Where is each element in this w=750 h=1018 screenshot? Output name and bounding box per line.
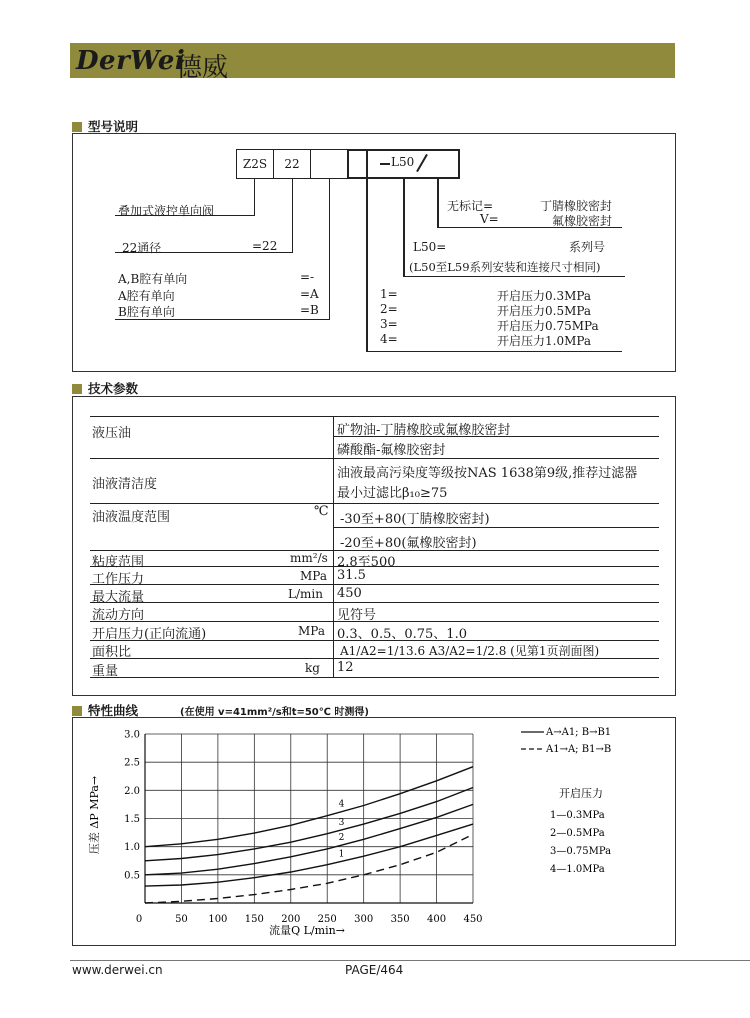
chart-legend	[521, 727, 611, 875]
legend-item: 4—1.0MPa	[550, 864, 605, 875]
series-line	[145, 788, 473, 861]
code-cell-z2s: Z2S	[236, 149, 274, 179]
tech-label-weight: 重量	[92, 664, 119, 679]
y-tick-label: 1.0	[124, 842, 140, 854]
x-tick-label: 100	[208, 914, 228, 925]
tech-value-fluid-1: 矿物油-丁腈橡胶或氟橡胶密封	[337, 423, 511, 438]
tech-value-cracking: 0.3、0.5、0.75、1.0	[337, 627, 467, 642]
code-divider	[366, 151, 368, 177]
tech-value-viscosity: 2.8至500	[337, 555, 396, 570]
chart-series	[145, 767, 473, 903]
code-size: =22	[252, 239, 278, 253]
series-desc: 系列号	[569, 240, 606, 254]
legend-title: 开启压力	[559, 787, 603, 800]
legend-item: 1—0.3MPa	[550, 810, 605, 821]
series-note: (L50至L59系列安装和连接尺寸相同)	[409, 260, 601, 274]
label-ab-check: A,B腔有单向	[118, 272, 188, 286]
pressure-desc-2: 开启压力0.5MPa	[497, 304, 592, 318]
tech-label-viscosity: 粘度范围	[92, 555, 145, 570]
seal-key-nbr: 无标记=	[447, 199, 494, 213]
tech-value-pressure: 31.5	[337, 568, 366, 583]
pressure-desc-1: 开启压力0.3MPa	[497, 289, 592, 303]
section-curve-title: 特性曲线	[72, 701, 138, 719]
tech-value-weight: 12	[337, 660, 354, 675]
x-tick-label: 300	[354, 914, 374, 925]
x-tick-label: 450	[463, 914, 483, 925]
y-tick-label: 0.5	[124, 870, 140, 882]
curve-note: (在使用 v=41mm²/s和t=50℃ 时测得)	[180, 707, 369, 718]
section-model-title: 型号说明	[72, 117, 138, 135]
x-tick-label: 50	[175, 914, 188, 925]
code-cell-series: L50	[391, 155, 415, 169]
x-tick-label: 400	[427, 914, 447, 925]
tech-value-area: A1/A2=1/13.6 A3/A2=1/2.8 (见第1页剖面图)	[340, 644, 600, 658]
tech-unit-weight: kg	[305, 661, 320, 675]
tech-unit-cracking: MPa	[298, 624, 325, 638]
label-size: 22通径	[122, 241, 162, 255]
pressure-key-1: 1=	[380, 287, 398, 301]
series-line	[145, 767, 473, 847]
code-cell-direction	[310, 149, 348, 179]
tech-value-temp-2: -20至+80(氟橡胶密封)	[340, 536, 477, 551]
footer-page: PAGE/464	[345, 963, 404, 977]
pressure-key-4: 4=	[380, 332, 398, 346]
code-a-check: =A	[300, 287, 319, 301]
code-dash	[380, 163, 390, 165]
tech-value-cleanliness-1: 油液最高污染度等级按NAS 1638第9级,推荐过滤器	[337, 466, 638, 481]
legend-item: 3—0.75MPa	[550, 846, 612, 857]
legend-flow-label: A→A1; B→B1	[546, 727, 612, 738]
tech-label-cracking: 开启压力(正向流通)	[92, 627, 207, 642]
tech-value-flow: 450	[337, 586, 362, 601]
section-marker-icon	[72, 384, 82, 394]
section-tech-title: 技术参数	[72, 379, 138, 397]
tech-value-fluid-2: 磷酸酯-氟橡胶密封	[337, 443, 446, 458]
footer-divider	[70, 960, 750, 961]
series-label: 1	[338, 849, 345, 860]
label-valve-type: 叠加式液控单向阀	[118, 204, 215, 218]
x-tick-label: 200	[281, 914, 301, 925]
y-tick-label: 2.0	[124, 785, 140, 797]
code-b-check: =B	[300, 303, 319, 317]
tech-label-temp: 油液温度范围	[92, 510, 171, 525]
section-marker-icon	[72, 122, 82, 132]
tech-label-cleanliness: 油液清洁度	[92, 477, 158, 492]
pressure-desc-3: 开启压力0.75MPa	[497, 319, 599, 333]
tech-unit-flow: L/min	[288, 587, 323, 601]
y-tick-label: 1.5	[124, 814, 140, 825]
series-label: 2	[338, 833, 345, 844]
logo: DerWei	[76, 46, 186, 76]
x-tick-label: 150	[244, 914, 264, 925]
chart-ticks	[124, 730, 482, 926]
seal-desc-nbr: 丁腈橡胶密封	[540, 199, 613, 213]
section-marker-icon	[72, 706, 82, 716]
pressure-key-3: 3=	[380, 317, 398, 331]
tech-value-cleanliness-2: 最小过滤比β₁₀≥75	[337, 486, 448, 501]
pressure-key-2: 2=	[380, 302, 398, 316]
series-key: L50=	[413, 240, 447, 254]
label-a-check: A腔有单向	[118, 289, 175, 303]
code-cell-22: 22	[273, 149, 311, 179]
series-label: 3	[338, 817, 345, 828]
x-tick-label: 350	[390, 914, 410, 925]
legend-flow-label: A1→A; B1→B	[546, 744, 612, 755]
pressure-desc-4: 开启压力1.0MPa	[497, 334, 592, 348]
characteristic-chart	[72, 717, 676, 946]
tech-unit-pressure: MPa	[300, 569, 327, 583]
x-tick-label: 250	[317, 914, 337, 925]
tech-label-area: 面积比	[92, 645, 132, 660]
legend-item: 2—0.5MPa	[550, 828, 605, 839]
series-line	[145, 824, 473, 886]
tech-unit-viscosity: mm²/s	[290, 551, 328, 565]
x-axis-label: 流量Q L/min→	[269, 924, 345, 937]
tech-value-temp-1: -30至+80(丁腈橡胶密封)	[340, 512, 490, 527]
y-tick-label: 2.5	[124, 757, 140, 769]
y-axis-label: 压差 ΔP MPa→	[88, 775, 101, 855]
label-b-check: B腔有单向	[118, 305, 175, 319]
chart-grid	[145, 734, 473, 903]
tech-label-direction: 流动方向	[92, 608, 145, 623]
footer-website[interactable]: www.derwei.cn	[72, 963, 163, 977]
logo-chinese: 德威	[176, 53, 229, 83]
x-tick-label: 0	[135, 914, 143, 925]
tech-label-pressure: 工作压力	[92, 572, 145, 587]
tech-value-direction: 见符号	[337, 608, 377, 623]
tech-unit-temp: ℃	[314, 504, 329, 519]
tech-label-flow: 最大流量	[92, 590, 145, 605]
y-tick-label: 3.0	[124, 729, 140, 741]
code-ab-check: =-	[300, 270, 315, 284]
tech-label-fluid: 液压油	[92, 426, 132, 441]
series-label: 4	[338, 799, 345, 810]
seal-key-fkm: V=	[480, 212, 499, 226]
seal-desc-fkm: 氟橡胶密封	[552, 214, 613, 228]
